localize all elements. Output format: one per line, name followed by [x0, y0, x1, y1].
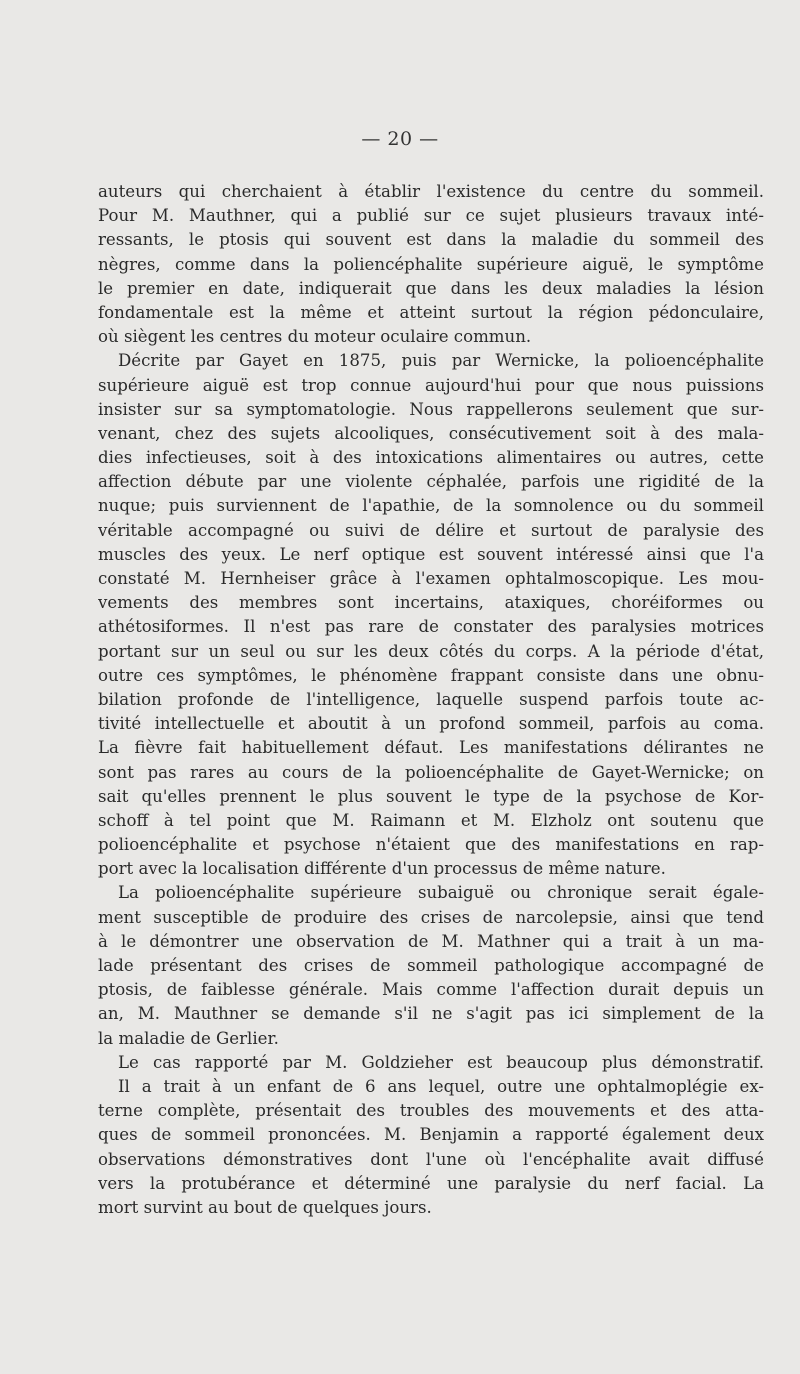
text-line: polioencéphalite et psychose n'étaient que des manifestations en rap- — [98, 835, 764, 855]
text-line: insister sur sa symptomatologie. Nous rappellerons seulement que sur- — [98, 399, 764, 419]
text-line: lade présentant des crises de sommeil pathologique accompagné de — [98, 956, 764, 975]
text-line: La fièvre fait habituellement défaut. Les manifestations délirantes ne — [98, 738, 764, 758]
text-line: ptosis, de faiblesse générale. Mais comme l'affection durait depuis un — [98, 980, 764, 1000]
text-line: tivité intellectuelle et aboutit à un profond sommeil, parfois au coma. — [98, 714, 764, 734]
text-line: Il a trait à un enfant de 6 ans lequel, outre une ophtalmoplégie ex- — [118, 1076, 764, 1096]
text-line: vements des membres sont incertains, ataxiques, choréiformes ou — [98, 593, 764, 613]
text-line: Pour M. Mauthner, qui a publié sur ce sujet plusieurs travaux inté- — [98, 206, 764, 226]
text-line: athétosiformes. Il n'est pas rare de constater des paralysies motrices — [98, 617, 764, 637]
text-line: an, M. Mauthner se demande s'il ne s'agit pas ici simplement de la — [98, 1004, 764, 1024]
text-line: portant sur un seul ou sur les deux côtés du corps. A la période d'état, — [98, 641, 764, 661]
text-line: Décrite par Gayet en 1875, puis par Wernicke, la polioencéphalite — [118, 351, 764, 371]
text-line: ment susceptible de produire des crises de narcolepsie, ainsi que tend — [98, 907, 764, 927]
text-line: la maladie de Gerlier. — [98, 1028, 279, 1048]
text-line: observations démonstratives dont l'une où l'encéphalite avait diffusé — [98, 1149, 764, 1169]
text-line: sait qu'elles prennent le plus souvent le type de la psychose de Kor- — [98, 786, 764, 806]
text-line: le premier en date, indiquerait que dans les deux maladies la lésion — [98, 278, 764, 298]
text-line: venant, chez des sujets alcooliques, consécutivement soit à des mala- — [98, 423, 764, 443]
text-line: ressants, le ptosis qui souvent est dans la maladie du sommeil des — [98, 230, 764, 250]
text-line: muscles des yeux. Le nerf optique est souvent intéressé ainsi que l'a — [98, 544, 764, 564]
text-line: terne complète, présentait des troubles des mouvements et des atta- — [98, 1101, 764, 1121]
text-line: sont pas rares au cours de la polioencéphalite de Gayet-Wernicke; on — [98, 762, 764, 782]
page-number: — 20 — — [361, 128, 439, 150]
text-line: auteurs qui cherchaient à établir l'existence du centre du sommeil. — [98, 182, 764, 201]
text-line: Le cas rapporté par M. Goldzieher est beaucoup plus démonstratif. — [118, 1052, 764, 1072]
text-line: ques de sommeil prononcées. M. Benjamin a rapporté également deux — [98, 1125, 764, 1145]
text-line: schoff à tel point que M. Raimann et M. Elzholz ont soutenu que — [98, 810, 764, 830]
text-line: affection débute par une violente céphalée, parfois une rigidité de la — [98, 472, 764, 492]
text-line: véritable accompagné ou suivi de délire et surtout de paralysie des — [98, 520, 764, 540]
text-line: supérieure aiguë est trop connue aujourd'hui pour que nous puissions — [98, 375, 764, 395]
text-line: dies infectieuses, soit à des intoxications alimentaires ou autres, cette — [98, 448, 764, 468]
text-line: constaté M. Hernheiser grâce à l'examen ophtalmoscopique. Les mou- — [98, 569, 764, 588]
text-line: mort survint au bout de quelques jours. — [98, 1197, 432, 1217]
text-line: La polioencéphalite supérieure subaiguë ou chronique serait égale- — [118, 883, 764, 903]
text-line: port avec la localisation différente d'un processus de même nature. — [98, 859, 666, 879]
text-line: fondamentale est la même et atteint surtout la région pédonculaire, — [98, 302, 764, 322]
body-text — [98, 180, 764, 1220]
text-line: bilation profonde de l'intelligence, laquelle suspend parfois toute ac- — [98, 689, 764, 709]
text-line: nègres, comme dans la poliencéphalite supérieure aiguë, le symptôme — [98, 254, 764, 274]
text-line: nuque; puis surviennent de l'apathie, de la somnolence ou du sommeil — [98, 496, 764, 516]
text-line: vers la protubérance et déterminé une paralysie du nerf facial. La — [98, 1173, 764, 1193]
text-line: à le démontrer une observation de M. Mathner qui a trait à un ma- — [98, 931, 764, 951]
text-line: où siègent les centres du moteur oculaire commun. — [98, 327, 532, 347]
text-line: outre ces symptômes, le phénomène frappant consiste dans une obnu- — [98, 665, 764, 685]
